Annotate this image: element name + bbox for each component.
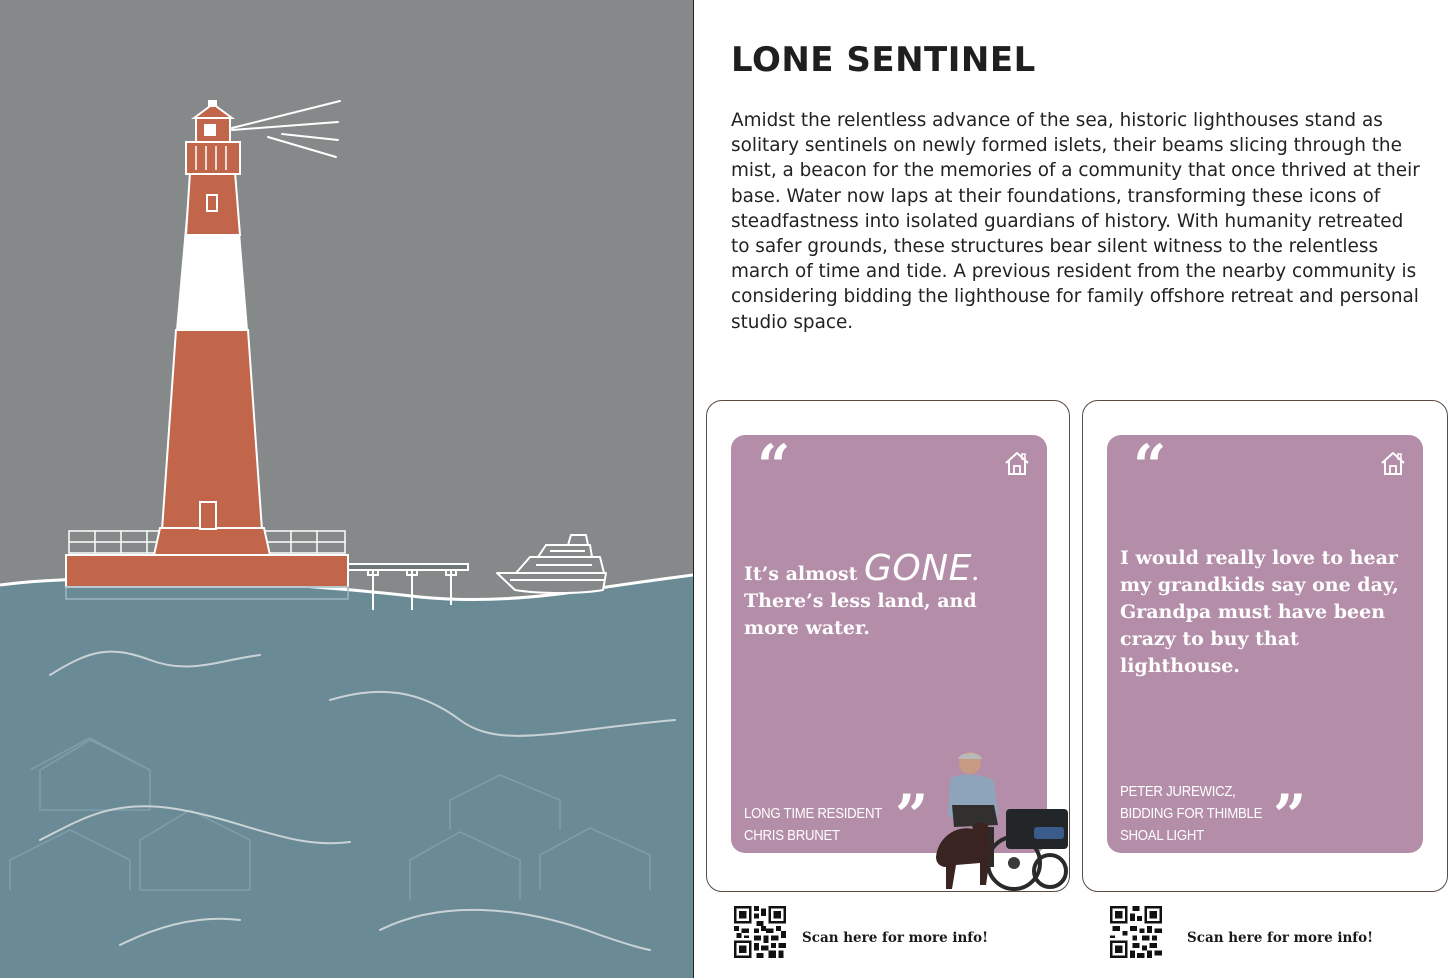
scan-info-link[interactable]: Scan here for more info! — [802, 930, 989, 946]
description-paragraph: Amidst the relentless advance of the sea, historic lighthouses stand as solitary sentinels on newly formed islets, their beams slicing through the mist, a beacon for the memories of a community that once thrived at their base. Water now laps at their foundations, transforming these icons of steadfastness into isolated guardians of history. With humanity retreated to safer grounds, these structures bear silent witness to the relentless march of time and tide. A previous resident from the nearby community is considering bidding the lighthouse for family offshore retreat and personal studio space. — [731, 110, 1420, 333]
attribution-line-2: BIDDING FOR THIMBLE — [1120, 805, 1263, 822]
quote-text — [744, 548, 1034, 642]
house-icon — [1003, 449, 1031, 477]
page-title: LONE SENTINEL — [731, 40, 1036, 80]
lighthouse-illustration — [0, 0, 693, 978]
attribution-line-1: LONG TIME RESIDENT — [744, 805, 883, 822]
open-quote-mark: “ — [1133, 432, 1167, 500]
quote-line-2: There’s less land, and more water. — [744, 590, 977, 639]
quote-part-2: . — [971, 563, 979, 585]
close-quote-mark: ” — [895, 782, 929, 850]
close-quote-mark: ” — [1273, 782, 1307, 850]
qr-code-icon[interactable] — [1110, 906, 1162, 958]
resident-with-dog-image — [932, 745, 1074, 895]
divider — [693, 0, 694, 978]
attribution-line-2: CHRIS BRUNET — [744, 827, 840, 844]
qr-code-icon[interactable] — [734, 906, 786, 958]
open-quote-mark: “ — [757, 432, 791, 500]
quote-card-peter-jurewicz — [1082, 400, 1448, 892]
quote-emphasis: GONE — [863, 548, 972, 589]
attribution-line-3: SHOAL LIGHT — [1120, 827, 1204, 844]
quote-part-1: It’s almost — [744, 563, 864, 585]
quote-panel — [1107, 432, 1423, 853]
quote-text: I would really love to hear my grandkids say one day, Grandpa must have been crazy to buy that lighthouse. — [1120, 547, 1399, 677]
scan-info-link[interactable]: Scan here for more info! — [1187, 930, 1374, 946]
house-icon — [1379, 449, 1407, 477]
attribution-line-1: PETER JUREWICZ, — [1120, 783, 1236, 800]
